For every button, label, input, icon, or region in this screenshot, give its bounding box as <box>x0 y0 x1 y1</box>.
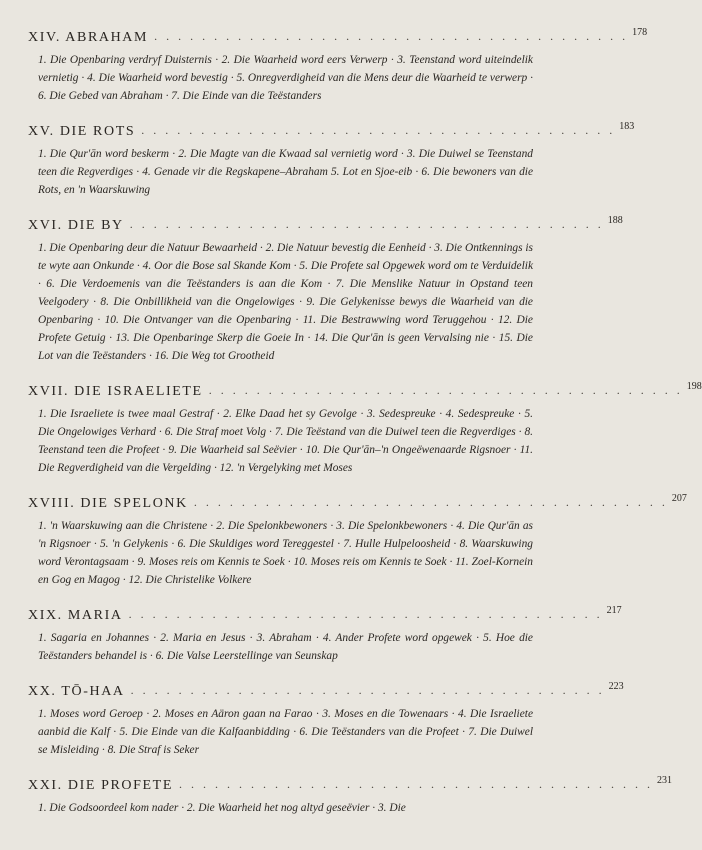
page-number: 188 <box>607 215 623 226</box>
chapter-summary: 1. Sagaria en Johannes · 2. Maria en Jesus · 3. Abraham · 4. Ander Profete word opgewek · 5. Hoe die Teëstanders behandel is · 6. Die Valse Leerstellinge van Seunskap <box>38 632 533 662</box>
toc-entry-maria <box>28 602 622 665</box>
toc-entry-die-spelonk <box>28 490 687 589</box>
chapter-title: XV. DIE ROTS <box>28 124 136 139</box>
chapter-title: XIV. ABRAHAM <box>28 30 149 45</box>
chapter-summary: 1. Die Qur'ān word beskerm · 2. Die Magte van die Kwaad sal vernietig word · 3. Die Duiwel se Teenstand teen die Regverdiges · 4. Genade vir die Regskapene–Abraham 5. Lot en Sjoe-eib · 6. Die bewoners van die Rots, en 'n Waarskuwing <box>38 148 533 196</box>
toc-entry-die-by <box>28 212 623 365</box>
chapter-summary: 1. Moses word Geroep · 2. Moses en Aäron gaan na Farao · 3. Moses en die Towenaars · 4. Die Israeliete aanbid die Kalf · 5. Die Einde van die Kalfaanbidding · 6. Die Teëstanders van die Profeet · 7. Die Duiwel se Misleiding · 8. Die Straf is Seker <box>38 708 533 756</box>
page-number: 207 <box>671 493 687 504</box>
toc-heading <box>28 490 687 512</box>
leader-dots: . . . . . . . . . . . . . . . . . . . . . . . . . . . . . . . . . . . . . . . . <box>208 383 683 397</box>
toc-heading <box>28 212 623 234</box>
toc-entry-die-israeliete <box>28 378 702 477</box>
leader-dots: . . . . . . . . . . . . . . . . . . . . . . . . . . . . . . . . . . . . . . . . <box>128 607 603 621</box>
toc-entry-to-haa <box>28 678 624 759</box>
chapter-summary: 1. Die Israeliete is twee maal Gestraf · 2. Elke Daad het sy Gevolge · 3. Sedespreuke · 4. Sedespreuke · 5. Die Ongelowiges Verhard · 6. Die Straf moet Volg · 7. Die Teëstand van die Duiwel teen die Regverdiges · 8. Teenstand teen die Profeet · 9. Die Waarheid sal Seëvier · 10. Die Qur'ān–'n Ongeëwenaarde Rigsnoer · 11. Die Regverdigheid van die Vergelding · 12. 'n Vergelyking met Moses <box>38 408 533 474</box>
toc-entry-abraham <box>28 24 648 105</box>
toc-entry-die-profete <box>28 772 672 817</box>
chapter-title: XVII. DIE ISRAELIETE <box>28 384 203 399</box>
page-number: 231 <box>656 775 672 786</box>
leader-dots: . . . . . . . . . . . . . . . . . . . . . . . . . . . . . . . . . . . . . . . . <box>141 123 616 137</box>
toc-heading <box>28 118 635 140</box>
chapter-title: XIX. MARIA <box>28 608 123 623</box>
chapter-summary: 1. Die Openbaring deur die Natuur Bewaarheid · 2. Die Natuur bevestig die Eenheid · 3. Die Ontkennings is te wyte aan Onkunde · 4. Oor die Bose sal Skande Kom · 5. Die Profete sal Opgewek word om te Verduidelik · 6. Die Verdoemenis van die Teëstanders is aan die Kom · 7. Die Menslike Natuur in Opstand teen Veelgodery · 8. Die Onbillikheid van die Ongelowiges · 9. Die Gelykenisse bewys die Waarheid van die Openbaring · 10. Die Ontvanger van die Openbaring · 11. Die Bestrawwing word Teruggehou · 12. Die Profete Getuig · 13. Die Openbaringe Skerp die Goeie In · 14. Die Qur'ān is geen Vervalsing nie · 15. Die Lot van die Teëstanders · 16. Die Weg tot Grootheid <box>38 242 533 362</box>
chapter-summary: 1. Die Openbaring verdryf Duisternis · 2. Die Waarheid word eers Verwerp · 3. Teenstand word uiteindelik vernietig · 4. Die Waarheid word bevestig · 5. Onregverdigheid van die Mens deur die Waarheid te verwerp · 6. Die Gebed van Abraham · 7. Die Einde van die Teëstanders <box>38 54 533 102</box>
chapter-summary: 1. Die Godsoordeel kom nader · 2. Die Waarheid het nog altyd geseëvier · 3. Die <box>38 802 406 814</box>
page-number: 223 <box>608 681 624 692</box>
toc-heading <box>28 602 622 624</box>
toc-heading <box>28 378 702 400</box>
page-number: 178 <box>632 27 648 38</box>
chapter-title: XX. TŌ-HAA <box>28 684 125 699</box>
page-number: 217 <box>606 605 622 616</box>
chapter-title: XXI. DIE PROFETE <box>28 778 173 793</box>
toc-entry-die-rots <box>28 118 635 199</box>
toc-heading <box>28 772 672 794</box>
toc-heading <box>28 24 648 46</box>
chapter-title: XVIII. DIE SPELONK <box>28 496 188 511</box>
leader-dots: . . . . . . . . . . . . . . . . . . . . . . . . . . . . . . . . . . . . . . . . <box>178 777 653 791</box>
toc-heading <box>28 678 624 700</box>
leader-dots: . . . . . . . . . . . . . . . . . . . . . . . . . . . . . . . . . . . . . . . . <box>129 217 604 231</box>
page-number: 183 <box>619 121 635 132</box>
page-number: 198 <box>686 381 702 392</box>
leader-dots: . . . . . . . . . . . . . . . . . . . . . . . . . . . . . . . . . . . . . . . . <box>130 683 605 697</box>
chapter-title: XVI. DIE BY <box>28 218 124 233</box>
chapter-summary: 1. 'n Waarskuwing aan die Christene · 2. Die Spelonkbewoners · 3. Die Spelonkbewoners · 4. Die Qur'ān as 'n Rigsnoer · 5. 'n Gelykenis · 6. Die Skuldiges word Tereggestel · 7. Hulle Hulpeloosheid · 8. Waarskuwing word Verontagsaam · 9. Moses reis om Kennis te Soek · 10. Moses reis om Kennis te Soek · 11. Zoel-Kornein en Gog en Magog · 12. Die Christelike Volkere <box>38 520 533 586</box>
leader-dots: . . . . . . . . . . . . . . . . . . . . . . . . . . . . . . . . . . . . . . . . <box>154 29 629 43</box>
leader-dots: . . . . . . . . . . . . . . . . . . . . . . . . . . . . . . . . . . . . . . . . <box>193 495 668 509</box>
